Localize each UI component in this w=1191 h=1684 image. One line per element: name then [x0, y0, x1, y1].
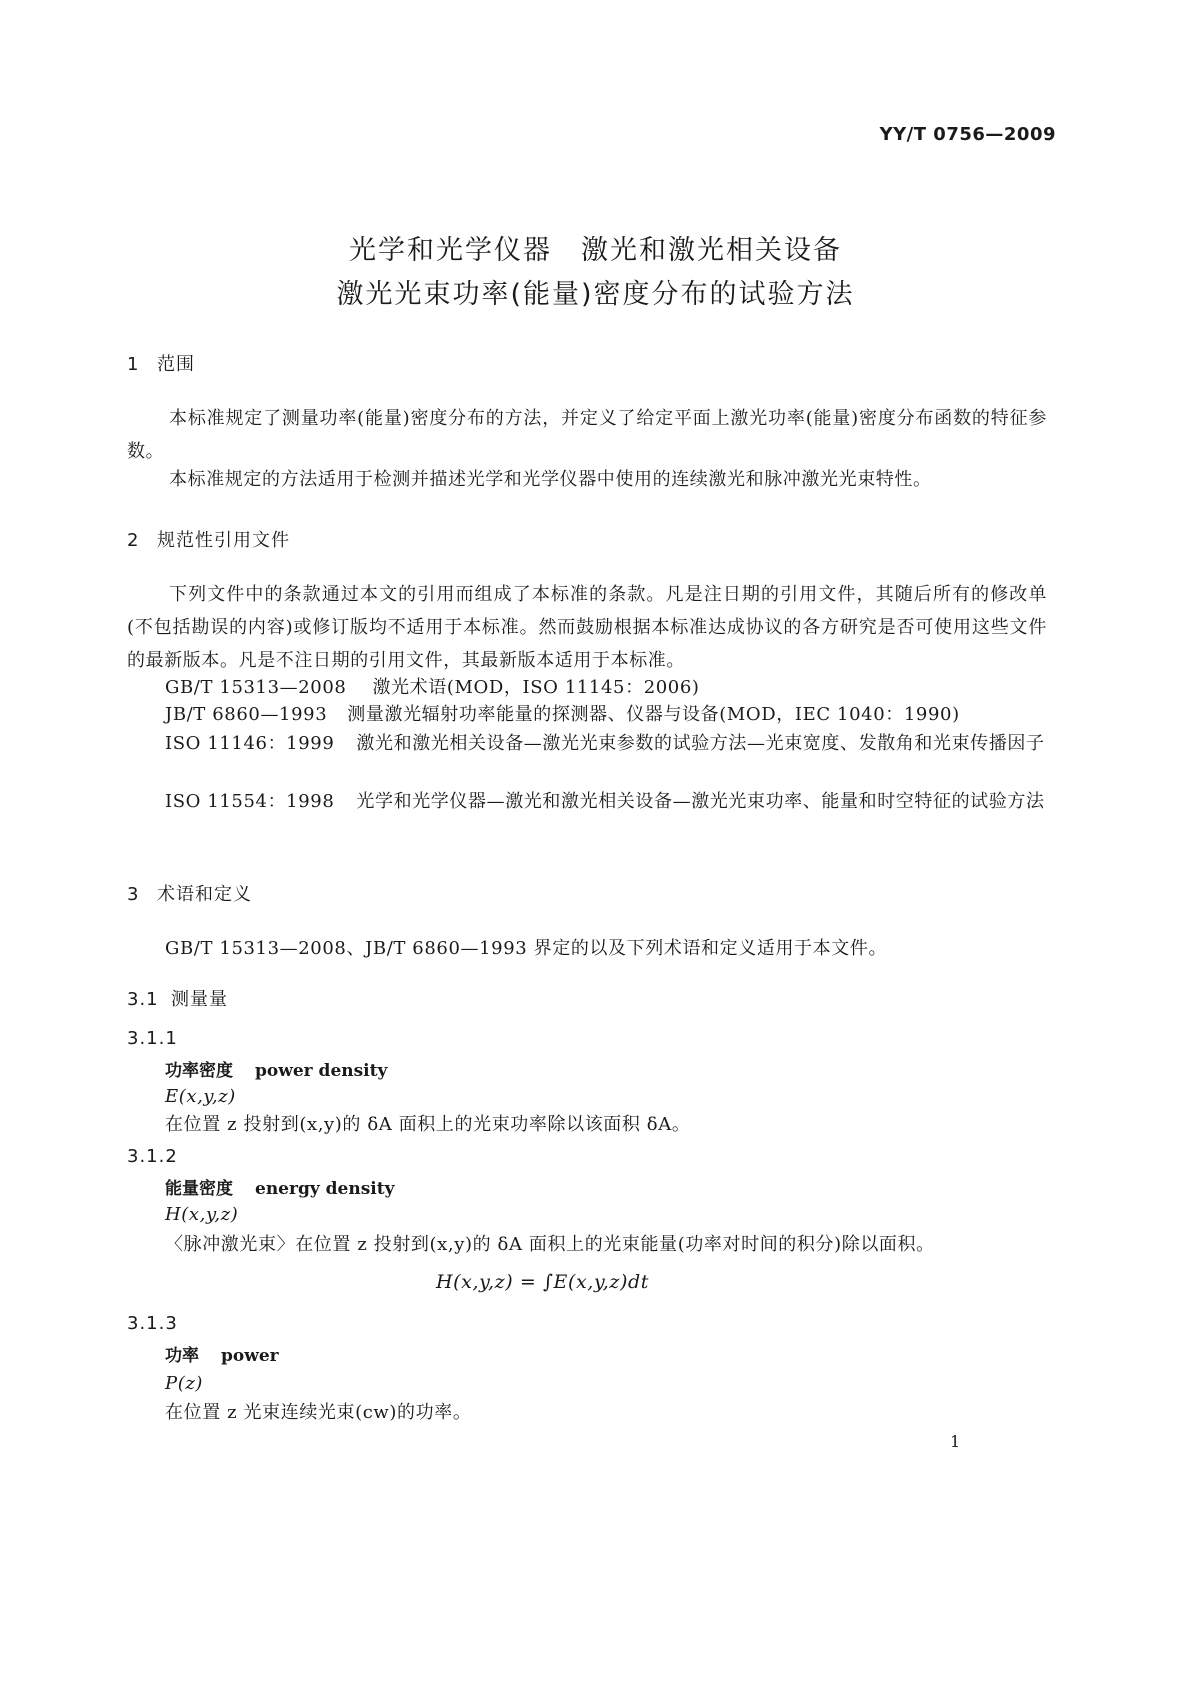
term-number: 3.1.1	[127, 1028, 178, 1049]
section-2-paragraph-1: 下列文件中的条款通过本文的引用而组成了本标准的条款。凡是注日期的引用文件，其随后所有的修改单(不包括勘误的内容)或修订版均不适用于本标准。然而鼓励根据本标准达成协议的各方研究是否可使用这些文件的最新版本。凡是不注日期的引用文件，其最新版本适用于本标准。	[127, 584, 1047, 671]
term-symbol: P(z)	[165, 1373, 204, 1394]
section-1-paragraph-1: 本标准规定了测量功率(能量)密度分布的方法，并定义了给定平面上激光功率(能量)密度分布函数的特征参数。	[127, 408, 1047, 462]
section-3-paragraph-1: GB/T 15313—2008、JB/T 6860—1993 界定的以及下列术语和定义适用于本文件。	[165, 938, 888, 959]
subsection-title: 测量量	[171, 989, 228, 1010]
reference-code: JB/T 6860—1993	[165, 704, 328, 725]
reference-code: ISO 11146：1999	[165, 733, 335, 754]
term-definition: 〈脉冲激光束〉在位置 z 投射到(x,y)的 δA 面积上的光束能量(功率对时间的积分)除以面积。	[165, 1234, 935, 1255]
section-number: 1	[127, 354, 140, 375]
section-title: 规范性引用文件	[157, 530, 290, 551]
document-title-line2: 激光光束功率(能量)密度分布的试验方法	[336, 279, 855, 310]
formula: H(x,y,z) = ∫E(x,y,z)dt	[436, 1271, 650, 1293]
reference-title: 激光术语(MOD，ISO 11145：2006)	[372, 677, 700, 698]
term-definition: 在位置 z 投射到(x,y)的 δA 面积上的光束功率除以该面积 δA。	[165, 1114, 691, 1135]
term-english: energy density	[255, 1179, 395, 1199]
document-title-line1: 光学和光学仪器 激光和激光相关设备	[349, 235, 842, 266]
section-number: 3	[127, 884, 140, 905]
section-1-paragraph-2: 本标准规定的方法适用于检测并描述光学和光学仪器中使用的连续激光和脉冲激光光束特性。	[169, 469, 932, 490]
term-number: 3.1.2	[127, 1146, 178, 1167]
section-3-heading	[127, 880, 252, 906]
standard-number: YY/T 0756—2009	[879, 124, 1056, 145]
reference-item	[127, 727, 1047, 760]
term-heading	[165, 1341, 279, 1366]
section-title: 术语和定义	[157, 884, 252, 905]
term-chinese: 能量密度	[165, 1179, 233, 1199]
term-heading	[165, 1174, 394, 1199]
reference-code: GB/T 15313—2008	[165, 677, 347, 698]
section-number: 2	[127, 530, 140, 551]
section-1-heading	[127, 350, 195, 376]
reference-title: 测量激光辐射功率能量的探测器、仪器与设备(MOD，IEC 1040：1990)	[347, 704, 960, 725]
term-number: 3.1.3	[127, 1313, 178, 1334]
reference-title: 光学和光学仪器—激光和激光相关设备—激光光束功率、能量和时空特征的试验方法	[356, 791, 1045, 812]
term-definition: 在位置 z 光束连续光束(cw)的功率。	[165, 1402, 472, 1423]
term-english: power	[221, 1346, 279, 1366]
section-2-heading	[127, 526, 290, 552]
term-chinese: 功率	[165, 1346, 199, 1366]
term-english: power density	[255, 1061, 388, 1081]
section-title: 范围	[157, 354, 195, 375]
reference-item	[127, 785, 1047, 818]
term-symbol: H(x,y,z)	[165, 1204, 239, 1225]
subsection-number: 3.1	[127, 989, 159, 1010]
reference-code: ISO 11554：1998	[165, 791, 335, 812]
term-symbol: E(x,y,z)	[165, 1086, 236, 1107]
term-heading	[165, 1056, 387, 1081]
reference-title: 激光和激光相关设备—激光光束参数的试验方法—光束宽度、发散角和光束传播因子	[356, 733, 1045, 754]
page-number: 1	[950, 1432, 961, 1451]
term-chinese: 功率密度	[165, 1061, 233, 1081]
subsection-3-1-heading	[127, 985, 228, 1011]
